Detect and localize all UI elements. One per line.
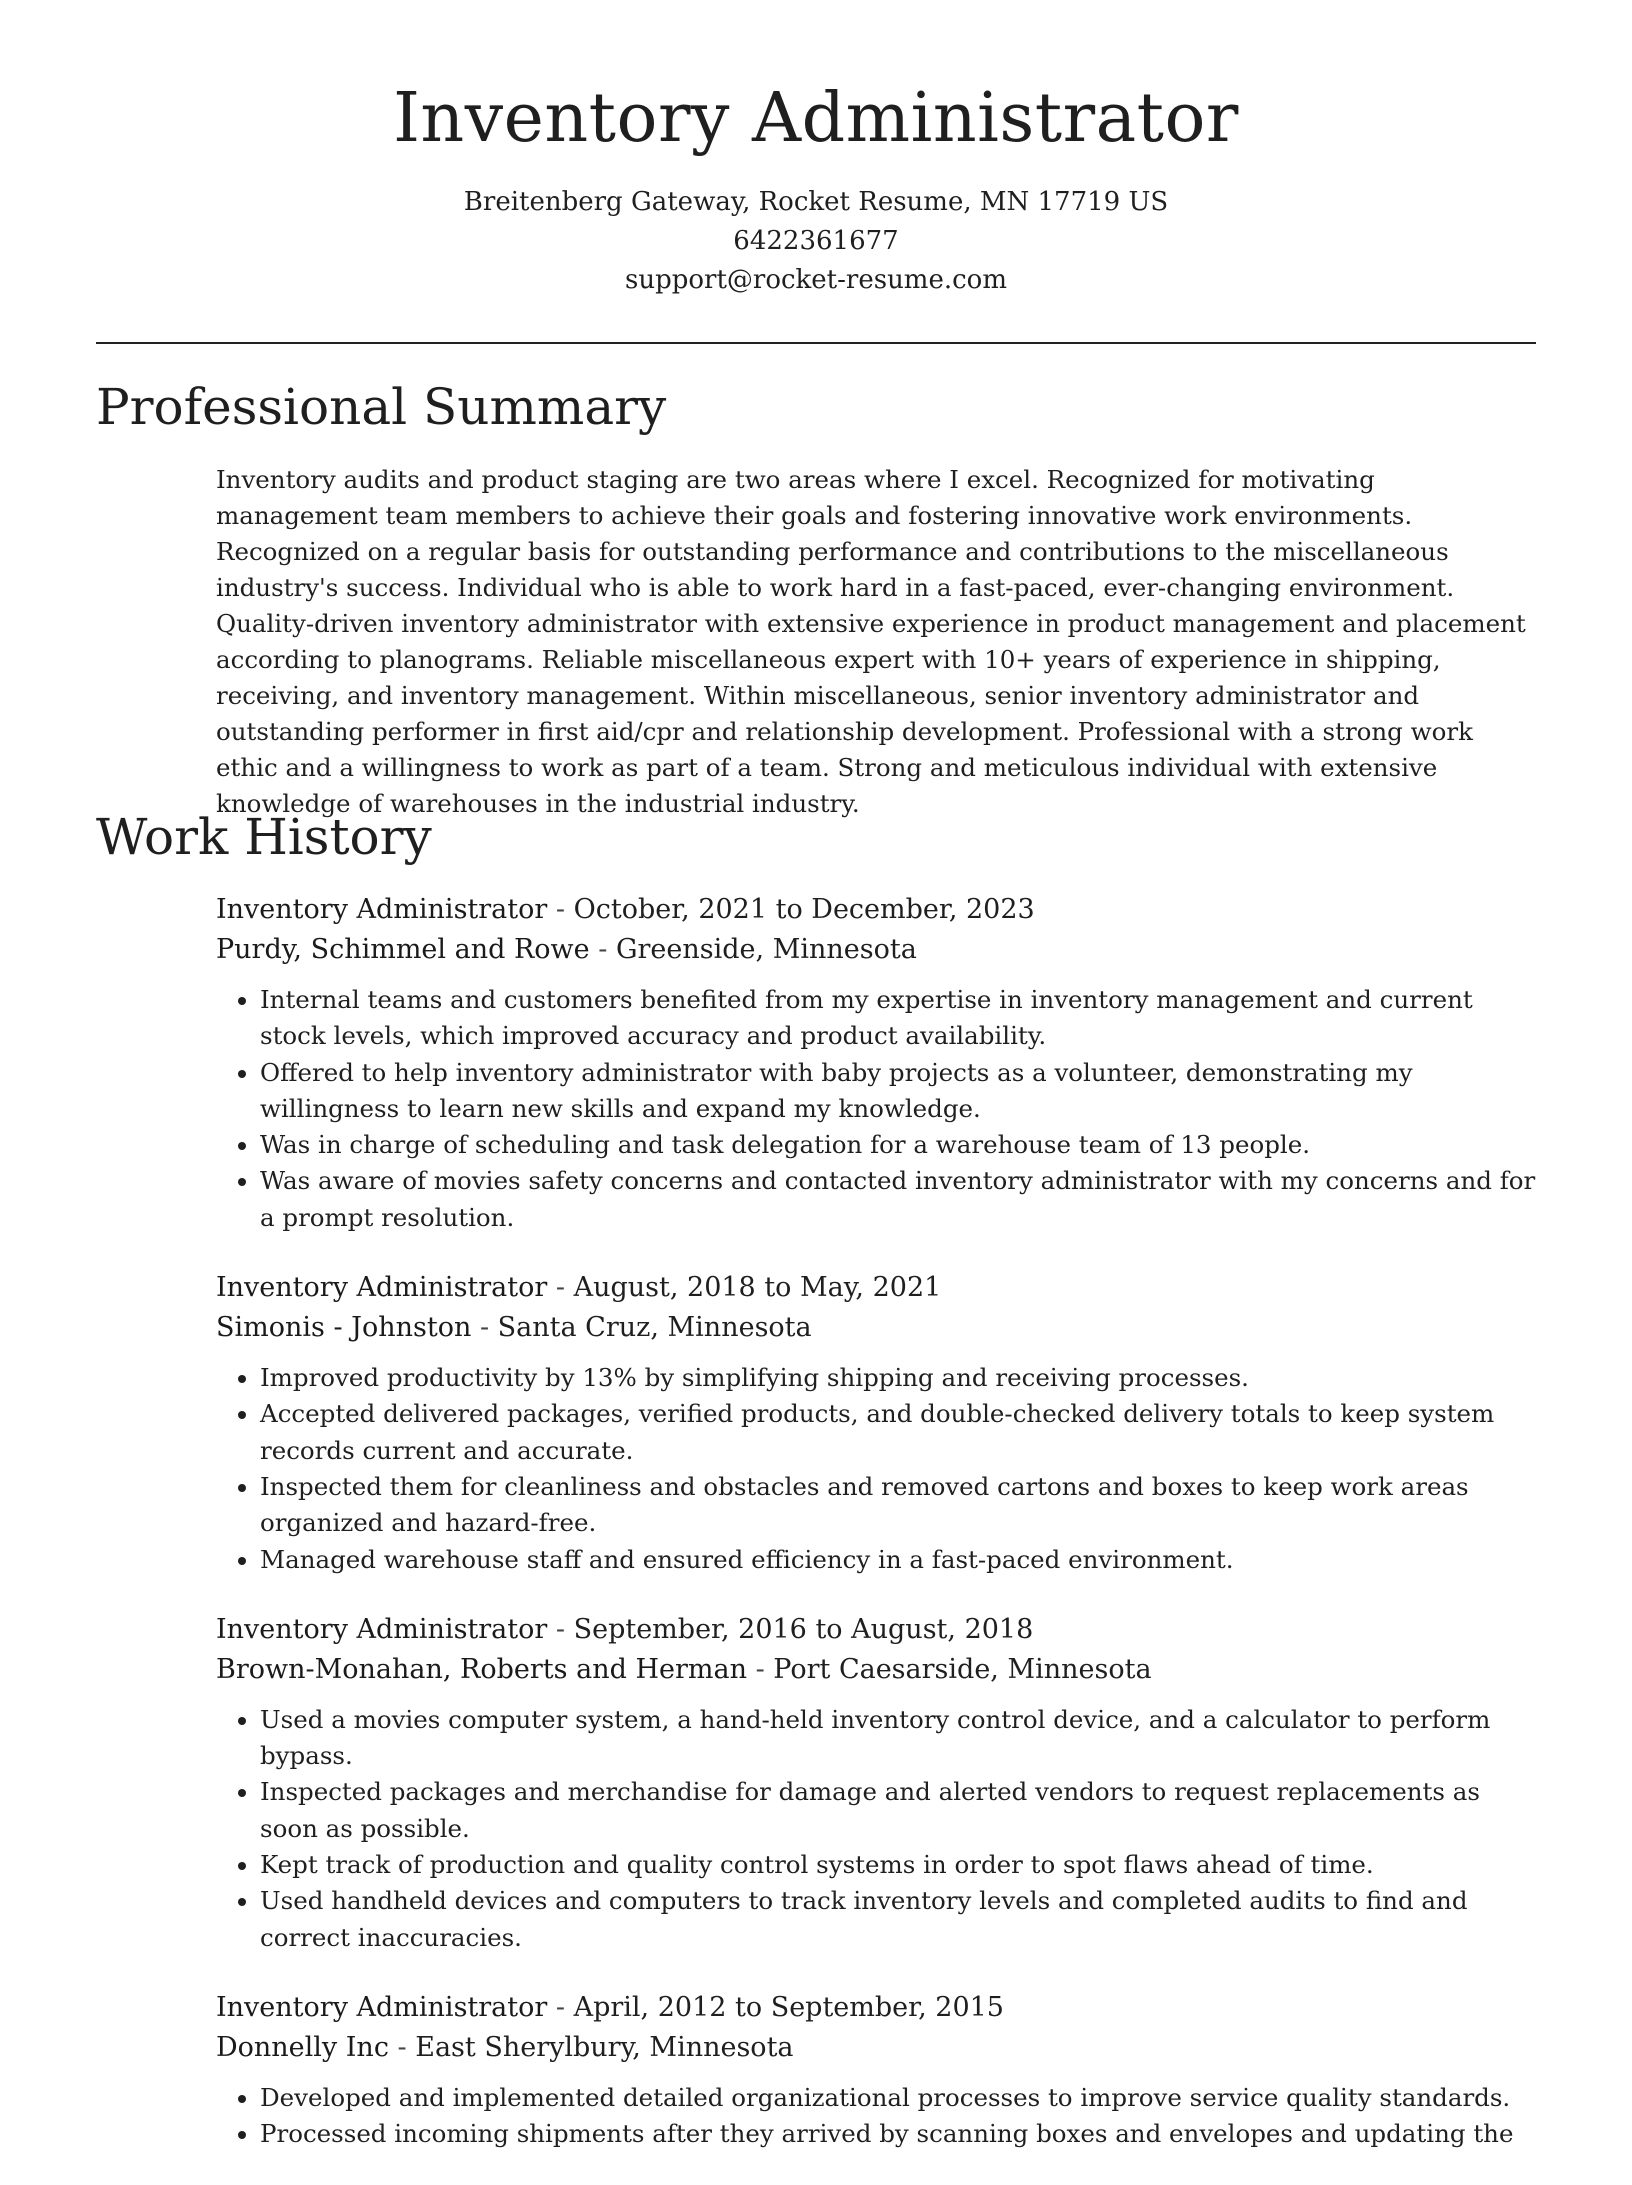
job-entry xyxy=(216,890,1536,1236)
separator: - xyxy=(388,2031,416,2063)
job-dates: October, 2021 to December, 2023 xyxy=(573,894,1035,925)
duty-item: • Was aware of movies safety concerns and contacted inventory administrator with my concerns and for a prompt resolution. xyxy=(260,1163,1536,1236)
job-duties xyxy=(216,2080,1536,2153)
job-title-line xyxy=(216,1988,1536,2028)
separator: - xyxy=(471,1312,498,1344)
header-divider xyxy=(96,342,1536,344)
summary-text: Inventory audits and product staging are two areas where I excel. Recognized for motivating management team members to achieve their goals and fostering innovative work environments. Recognized on a regular basis for outstanding performance and contributions to the miscellaneous industry's success. Individual who is able to work hard in a fast-paced, ever-changing environment. Quality-driven inventory administrator with extensive experience in product management and placement according to planograms. Reliable miscellaneous expert with 10+ years of experience in shipping, receiving, and inventory management. Within miscellaneous, senior inventory administrator and outstanding performer in first aid/cpr and relationship development. Professional with a strong work ethic and a willingness to work as part of a team. Strong and meticulous individual with extensive knowledge of warehouses in the industrial industry. xyxy=(216,465,1526,818)
resume-header xyxy=(0,0,1632,300)
duty-item: • Managed warehouse staff and ensured efficiency in a fast-paced environment. xyxy=(260,1542,1536,1578)
summary-heading: Professional Summary xyxy=(96,378,667,436)
job-duties xyxy=(216,982,1536,1236)
job-dates: April, 2012 to September, 2015 xyxy=(573,1991,1004,2023)
work-history-list xyxy=(216,890,1536,2185)
job-duties xyxy=(216,1702,1536,1956)
duty-item: • Accepted delivered packages, verified products, and double-checked delivery totals to keep system records current and accurate. xyxy=(260,1396,1536,1469)
job-company: Simonis - Johnston xyxy=(216,1312,472,1344)
duty-item: • Internal teams and customers benefited from my expertise in inventory management and current stock levels, which improved accuracy and product availability. xyxy=(260,982,1536,1055)
job-location: Santa Cruz, Minnesota xyxy=(497,1312,812,1344)
separator: - xyxy=(547,1613,574,1645)
job-company: Purdy, Schimmel and Rowe xyxy=(216,934,590,965)
job-title-line xyxy=(216,1268,1536,1308)
job-entry xyxy=(216,1988,1536,2153)
job-role: Inventory Administrator xyxy=(216,1272,548,1304)
job-location: Greenside, Minnesota xyxy=(615,934,917,965)
separator: - xyxy=(589,934,616,965)
contact-email: support@rocket-resume.com xyxy=(624,264,1007,295)
duty-item: • Improved productivity by 13% by simplifying shipping and receiving processes. xyxy=(260,1360,1536,1396)
job-company: Donnelly Inc xyxy=(216,2031,389,2063)
job-title-line xyxy=(216,890,1536,930)
separator: - xyxy=(547,1991,574,2023)
job-dates: August, 2018 to May, 2021 xyxy=(573,1272,942,1304)
job-duties xyxy=(216,1360,1536,1578)
job-entry xyxy=(216,1268,1536,1578)
job-entry xyxy=(216,1610,1536,1956)
job-company: Brown-Monahan, Roberts and Herman xyxy=(216,1653,747,1685)
job-role: Inventory Administrator xyxy=(216,894,548,925)
contact-address: Breitenberg Gateway, Rocket Resume, MN 17719 US xyxy=(463,186,1169,217)
duty-item: • Developed and implemented detailed organizational processes to improve service quality standards. xyxy=(260,2080,1536,2116)
duty-item: • Inspected packages and merchandise for damage and alerted vendors to request replacements as soon as possible. xyxy=(260,1774,1536,1847)
duty-item: • Processed incoming shipments after they arrived by scanning boxes and envelopes and updating the xyxy=(260,2116,1536,2152)
duty-item: • Offered to help inventory administrator with baby projects as a volunteer, demonstrating my willingness to learn new skills and expand my knowledge. xyxy=(260,1055,1536,1128)
job-company-line xyxy=(216,1308,1536,1348)
duty-item: • Kept track of production and quality control systems in order to spot flaws ahead of time. xyxy=(260,1847,1536,1883)
duty-item: • Used handheld devices and computers to track inventory levels and completed audits to find and correct inaccuracies. xyxy=(260,1883,1536,1956)
job-location: East Sherylbury, Minnesota xyxy=(415,2031,794,2063)
separator: - xyxy=(746,1653,774,1685)
job-company-line xyxy=(216,930,1536,970)
duty-item: • Used a movies computer system, a hand-held inventory control device, and a calculator to perform bypass. xyxy=(260,1702,1536,1775)
job-role: Inventory Administrator xyxy=(216,1613,548,1645)
separator: - xyxy=(547,1272,574,1304)
contact-block xyxy=(0,183,1632,300)
job-company-line xyxy=(216,1650,1536,1690)
job-location: Port Caesarside, Minnesota xyxy=(773,1653,1152,1685)
duty-item: • Was in charge of scheduling and task delegation for a warehouse team of 13 people. xyxy=(260,1127,1536,1163)
contact-phone: 6422361677 xyxy=(733,225,899,256)
duty-item: • Inspected them for cleanliness and obstacles and removed cartons and boxes to keep work areas organized and hazard-free. xyxy=(260,1469,1536,1542)
candidate-name: Inventory Administrator xyxy=(393,79,1239,158)
job-title-line xyxy=(216,1610,1536,1650)
job-company-line xyxy=(216,2028,1536,2068)
job-role: Inventory Administrator xyxy=(216,1991,548,2023)
job-dates: September, 2016 to August, 2018 xyxy=(573,1613,1034,1645)
work-history-heading: Work History xyxy=(96,808,432,866)
separator: - xyxy=(547,894,574,925)
